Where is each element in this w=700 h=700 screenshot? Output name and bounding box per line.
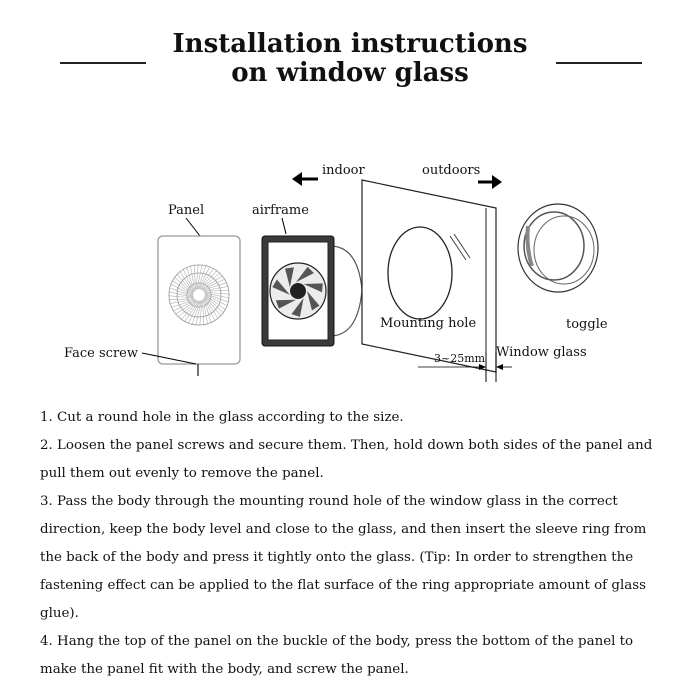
title (0, 30, 700, 88)
panel-part (158, 236, 240, 364)
mounting-hole (388, 227, 452, 319)
arrow-left-icon (292, 172, 318, 186)
airframe-part (262, 236, 362, 346)
face-screw-label: Face screw (64, 346, 138, 361)
outdoors-label: outdoors (422, 163, 481, 178)
step-3: 3. Pass the body through the mounting round hole of the window glass in the correct direction, keep the body level and close to the glass, and then insert the sleeve ring from the back of the body and press it tightly onto the glass. (Tip: In order to strengthen the fastening effect can be applied to the flat surface of the ring appropriate amount of glass glue). (40, 494, 647, 621)
toggle-label: toggle (566, 317, 608, 332)
step-1: 1. Cut a round hole in the glass according to the size. (40, 410, 404, 425)
airframe-label: airframe (252, 203, 309, 218)
instruction-steps (40, 404, 670, 684)
title-line-1: Installation instructions (172, 29, 528, 59)
step-4: 4. Hang the top of the panel on the buckle of the body, press the bottom of the panel to make the panel fit with the body, and screw the panel. (40, 634, 634, 677)
toggle-ring (518, 204, 598, 292)
step-2: 2. Loosen the panel screws and secure them. Then, hold down both sides of the panel and pull them out evenly to remove the panel. (40, 438, 653, 481)
title-rule-left (60, 62, 146, 64)
window-glass (362, 180, 496, 372)
arrow-right-icon (478, 175, 502, 189)
installation-diagram (0, 150, 700, 390)
title-rule-right (556, 62, 642, 64)
mounting-hole-label: Mounting hole (380, 316, 477, 331)
title-line-2: on window glass (231, 58, 469, 88)
window-glass-label: Window glass (496, 345, 587, 360)
panel-label: Panel (168, 203, 205, 218)
indoor-label: indoor (322, 163, 365, 178)
thickness-label: 3~25mm (434, 352, 486, 365)
